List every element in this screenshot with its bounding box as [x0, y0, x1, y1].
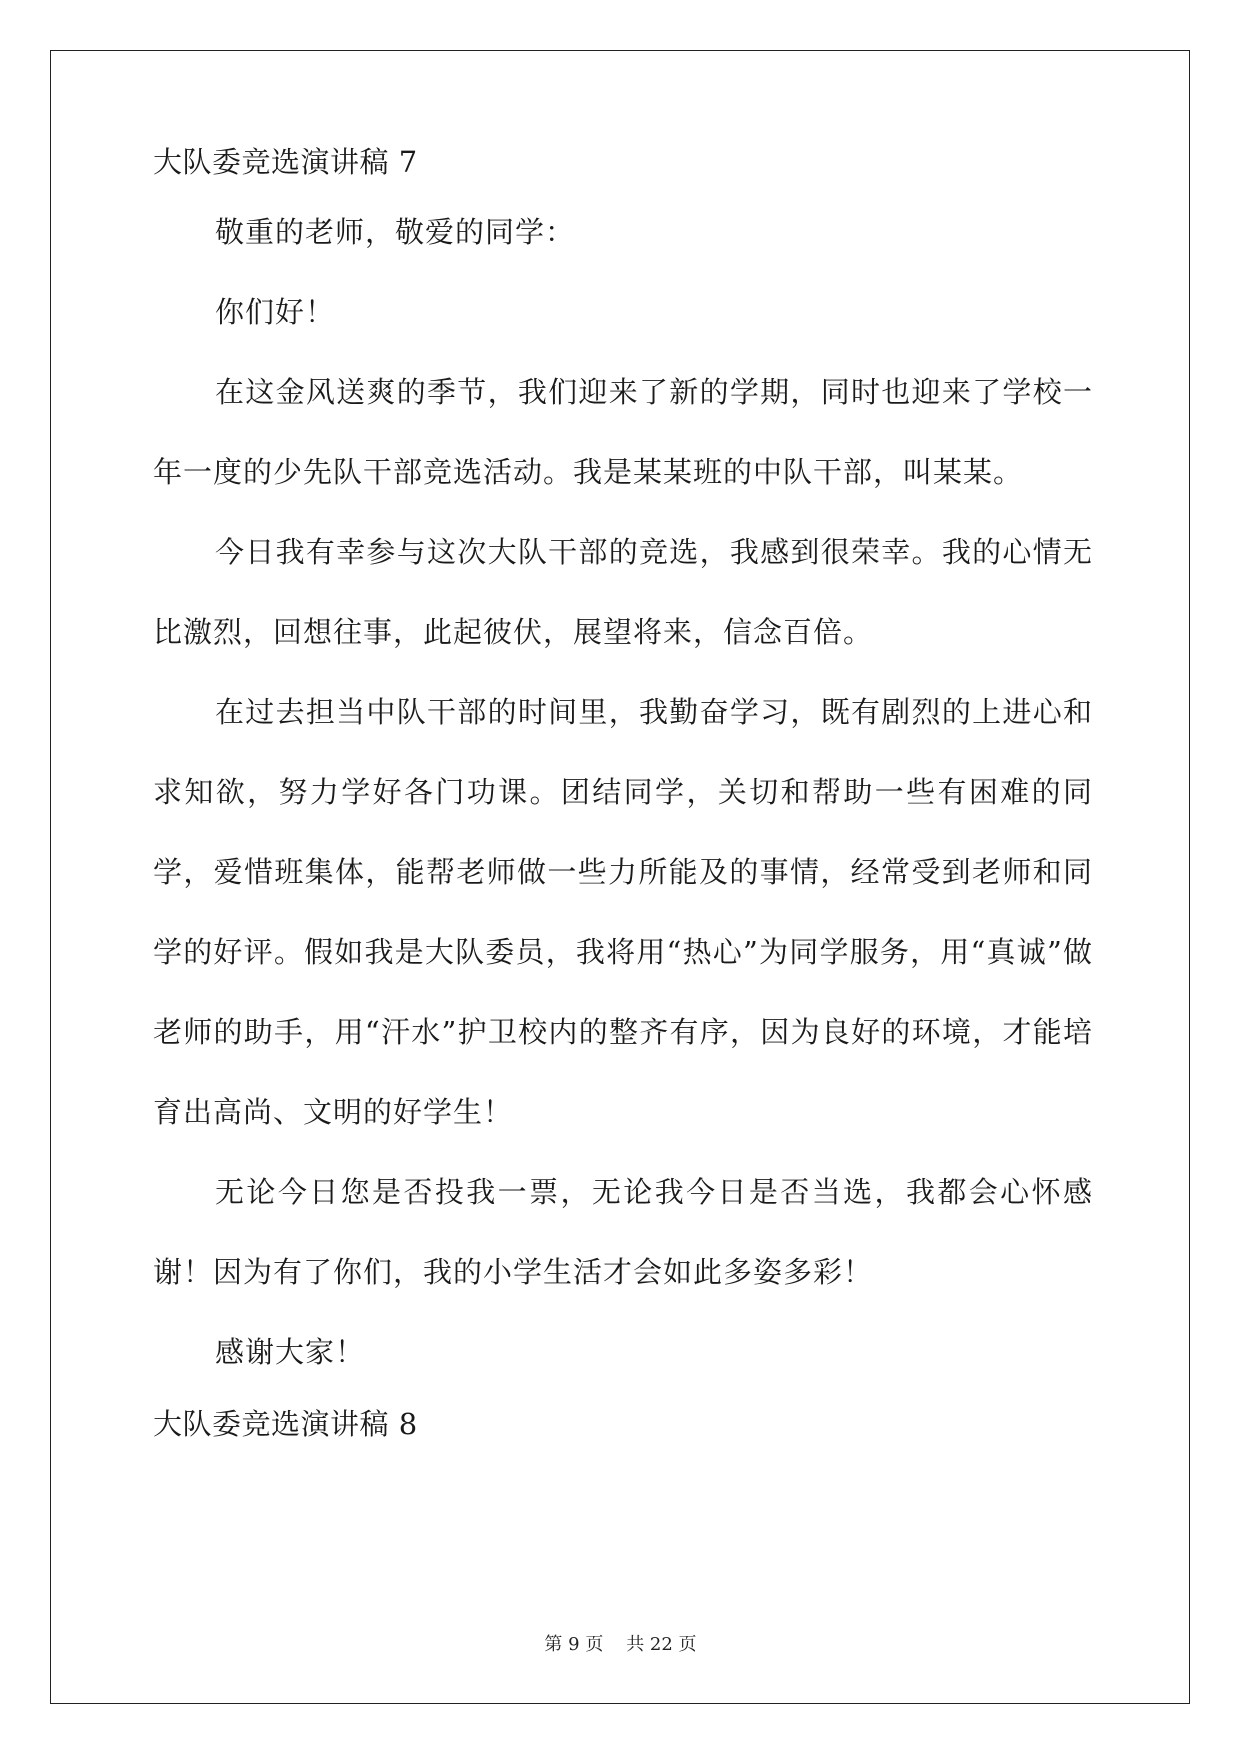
- section-heading-7: 大队委竞选演讲稿 7: [153, 145, 418, 179]
- salutation: 敬重的老师，敬爱的同学：: [215, 215, 576, 249]
- section-heading-8: 大队委竞选演讲稿 8: [153, 1407, 418, 1441]
- document-body: [153, 145, 1093, 1446]
- paragraph-3: 在过去担当中队干部的时间里，我勤奋学习，既有剧烈的上进心和求知欲，努力学好各门功课。团结同学，关切和帮助一些有困难的同学，爱惜班集体，能帮老师做一些力所能及的事情，经常受到老师和同学的好评。假如我是大队委员，我将用“热心”为同学服务，用“真诚”做老师的助手，用“汗水”护卫校内的整齐有序，因为良好的环境，才能培育出高尚、文明的好学生！: [153, 695, 1093, 1129]
- paragraph-2: 今日我有幸参与这次大队干部的竞选，我感到很荣幸。我的心情无比激烈，回想往事，此起彼伏，展望将来，信念百倍。: [153, 535, 1093, 649]
- closing: 感谢大家！: [215, 1335, 366, 1369]
- greeting: 你们好！: [215, 295, 336, 329]
- paragraph-1: 在这金风送爽的季节，我们迎来了新的学期，同时也迎来了学校一年一度的少先队干部竞选活动。我是某某班的中队干部，叫某某。: [153, 375, 1093, 489]
- paragraph-4: 无论今日您是否投我一票，无论我今日是否当选，我都会心怀感谢！因为有了你们，我的小学生活才会如此多姿多彩！: [153, 1175, 1093, 1289]
- page-number-footer: 第 9 页 共 22 页: [544, 1634, 697, 1655]
